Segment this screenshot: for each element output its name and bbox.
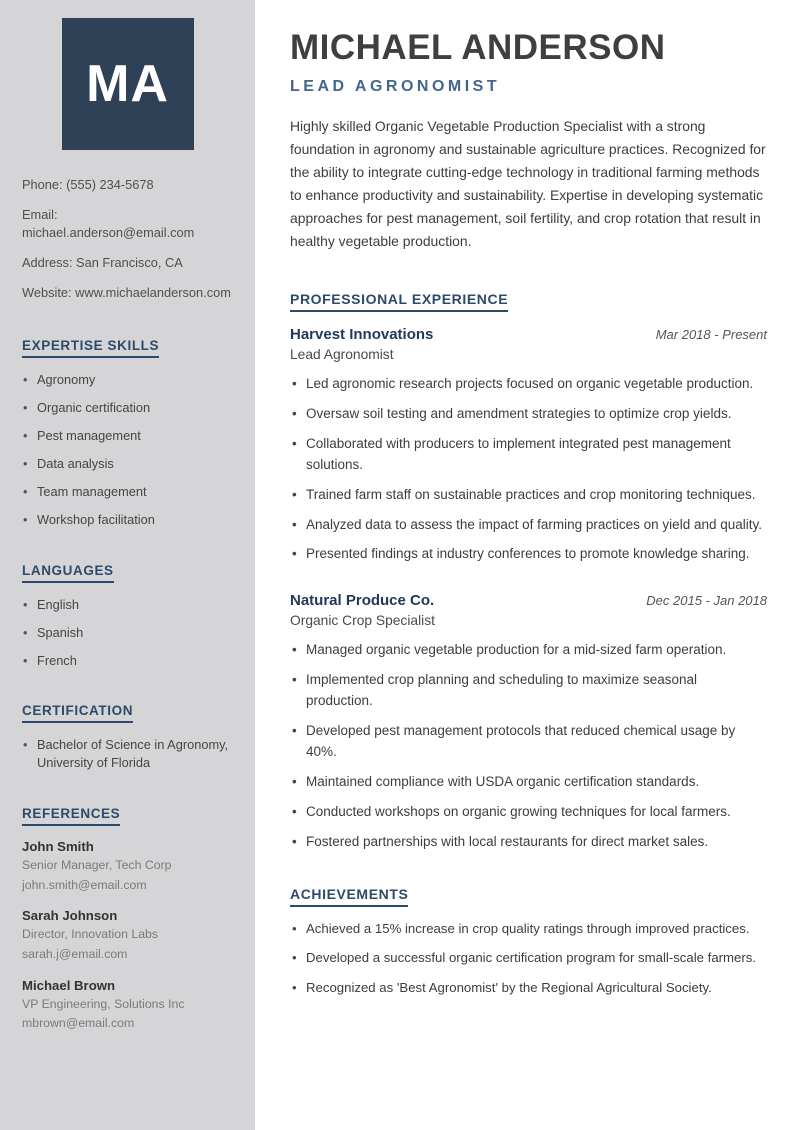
sidebar <box>0 0 255 1130</box>
job-bullet: • Fostered partnerships with local restaurants for direct market sales. <box>290 832 767 853</box>
job-bullet: • Presented findings at industry conferences to promote knowledge sharing. <box>290 544 767 565</box>
job-bullet: • Managed organic vegetable production for a mid-sized farm operation. <box>290 640 767 661</box>
languages-heading: LANGUAGES <box>22 563 114 583</box>
job-dates: Mar 2018 - Present <box>655 326 767 342</box>
reference-name: John Smith <box>22 839 94 855</box>
certification-list <box>22 736 233 772</box>
reference-email: mbrown@email.com <box>22 1016 135 1031</box>
skills-list <box>22 371 233 528</box>
languages-section <box>22 539 233 670</box>
experience-heading: PROFESSIONAL EXPERIENCE <box>290 291 508 312</box>
reference-entry <box>22 908 233 962</box>
achievement-item: • Achieved a 15% increase in crop quality ratings through improved practices. <box>290 919 767 939</box>
experience-section <box>290 267 767 853</box>
job-dates: Dec 2015 - Jan 2018 <box>646 593 767 609</box>
job-bullets <box>290 374 767 565</box>
contact-email: Email: michael.anderson@email.com <box>22 207 195 240</box>
company-name: Natural Produce Co. <box>290 592 435 610</box>
achievements-list <box>290 919 767 998</box>
reference-role: Director, Innovation Labs <box>22 927 159 942</box>
job-bullet: • Led agronomic research projects focused on organic vegetable production. <box>290 374 767 395</box>
skill-item: • Pest management <box>22 427 233 445</box>
job-entry <box>290 592 767 852</box>
achievement-item: • Developed a successful organic certification program for small-scale farmers. <box>290 948 767 968</box>
job-entry <box>290 326 767 565</box>
reference-name: Sarah Johnson <box>22 908 118 924</box>
job-header <box>290 326 767 343</box>
achievements-heading: ACHIEVEMENTS <box>290 886 408 907</box>
skills-heading: EXPERTISE SKILLS <box>22 338 159 358</box>
job-role: Organic Crop Specialist <box>290 613 435 629</box>
certification-section <box>22 679 233 772</box>
achievement-item: • Recognized as 'Best Agronomist' by the Regional Agricultural Society. <box>290 978 767 998</box>
main-content <box>255 0 800 1130</box>
language-item: • Spanish <box>22 624 233 642</box>
contact-website: Website: www.michaelanderson.com <box>22 285 231 301</box>
certification-heading: CERTIFICATION <box>22 703 133 723</box>
monogram-initials: MA <box>86 55 169 113</box>
candidate-title: LEAD AGRONOMIST <box>290 78 501 95</box>
candidate-name: MICHAEL ANDERSON <box>290 28 666 67</box>
contact-phone: Phone: (555) 234-5678 <box>22 177 154 192</box>
job-bullet: • Maintained compliance with USDA organic certification standards. <box>290 772 767 793</box>
monogram-badge <box>62 18 194 150</box>
languages-list <box>22 596 233 670</box>
contact-address: Address: San Francisco, CA <box>22 254 183 270</box>
reference-entry <box>22 978 233 1032</box>
job-header <box>290 592 767 609</box>
reference-name: Michael Brown <box>22 977 116 993</box>
job-bullet: • Analyzed data to assess the impact of farming practices on yield and quality. <box>290 515 767 536</box>
achievements-section <box>290 862 767 998</box>
job-role: Lead Agronomist <box>290 346 394 362</box>
job-bullet: • Developed pest management protocols that reduced chemical usage by 40%. <box>290 721 767 763</box>
job-bullet: • Oversaw soil testing and amendment strategies to optimize crop yields. <box>290 404 767 425</box>
reference-entry <box>22 839 233 893</box>
reference-role: VP Engineering, Solutions Inc <box>22 996 185 1011</box>
certification-item: • Bachelor of Science in Agronomy, University of Florida <box>22 736 233 772</box>
references-section <box>22 782 233 1032</box>
skill-item: • Team management <box>22 483 233 501</box>
language-item: • French <box>22 652 233 670</box>
job-bullets <box>290 640 767 852</box>
summary-paragraph: Highly skilled Organic Vegetable Production Specialist with a strong foundation in agronomy and sustainable agriculture practices. Recognized for the ability to integrate cutting-edge technology in traditional farming methods to enhance productivity and sustainability. Expertise in developing systematic approaches for pest management, soil fertility, and crop rotation that result in healthy vegetable production. <box>290 118 766 249</box>
company-name: Harvest Innovations <box>290 325 434 343</box>
job-bullet: • Collaborated with producers to implement integrated pest management solutions. <box>290 434 767 476</box>
skills-section <box>22 314 233 528</box>
references-heading: REFERENCES <box>22 806 120 826</box>
skill-item: • Data analysis <box>22 455 233 473</box>
reference-role: Senior Manager, Tech Corp <box>22 858 172 873</box>
job-bullet: • Trained farm staff on sustainable practices and crop monitoring techniques. <box>290 485 767 506</box>
skill-item: • Agronomy <box>22 371 233 389</box>
language-item: • English <box>22 596 233 614</box>
job-bullet: • Implemented crop planning and scheduling to maximize seasonal production. <box>290 670 767 712</box>
skill-item: • Organic certification <box>22 399 233 417</box>
reference-email: john.smith@email.com <box>22 877 147 892</box>
contact-block <box>22 176 233 301</box>
skill-item: • Workshop facilitation <box>22 511 233 529</box>
job-bullet: • Conducted workshops on organic growing techniques for local farmers. <box>290 802 767 823</box>
reference-email: sarah.j@email.com <box>22 947 128 962</box>
